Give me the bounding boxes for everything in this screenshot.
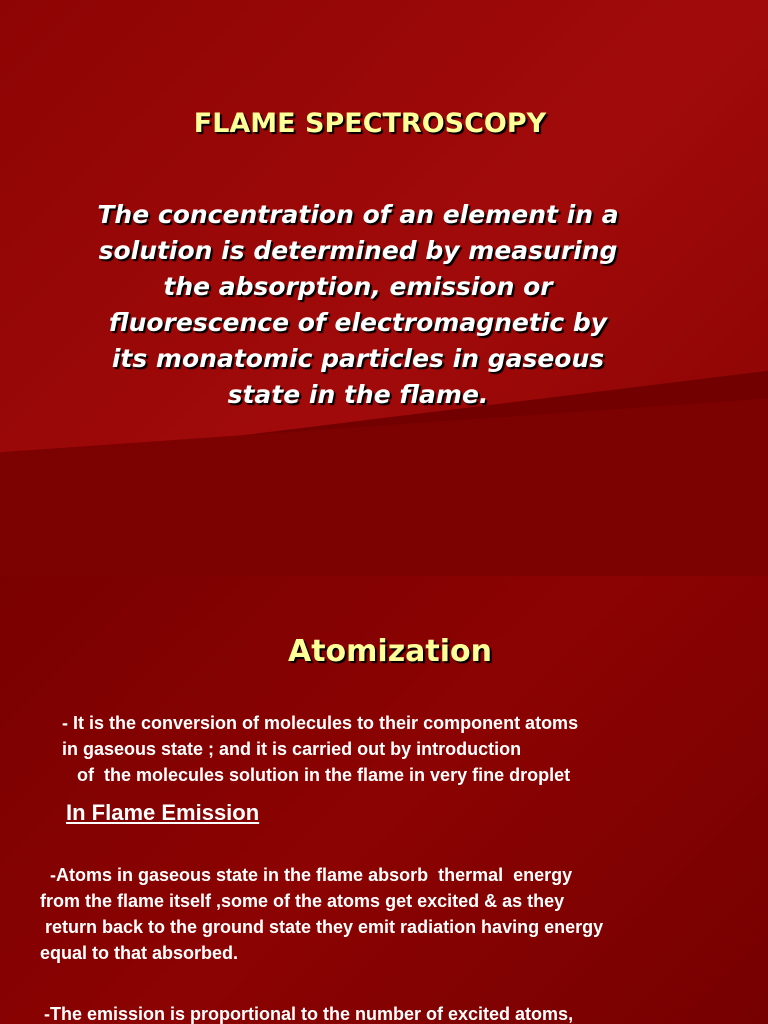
- definition-line: fluorescence of electromagnetic by: [108, 308, 608, 337]
- definition-line: the absorption, emission or: [163, 272, 553, 301]
- text-line: in gaseous state ; and it is carried out by introduction: [62, 739, 522, 759]
- atomization-paragraph: [62, 710, 578, 788]
- text-line: from the flame itself ,some of the atoms get excited & as they: [40, 891, 565, 911]
- emission-proportional-paragraph: [44, 1001, 573, 1024]
- definition-line: solution is determined by measuring: [98, 236, 618, 265]
- slide-title: FLAME SPECTROSCOPY: [193, 108, 547, 139]
- definition-line: The concentration of an element in a: [97, 200, 619, 229]
- definition-text: [40, 197, 676, 413]
- emission-paragraph: [40, 862, 603, 966]
- slide-title: Atomization: [287, 634, 492, 669]
- text-line: -The emission is proportional to the number of excited atoms,: [44, 1004, 574, 1024]
- text-line: -Atoms in gaseous state in the flame absorb thermal energy: [40, 865, 573, 885]
- text-line: of the molecules solution in the flame in very fine droplet: [62, 765, 571, 785]
- definition-line: state in the flame.: [227, 380, 489, 409]
- slide-atomization: [0, 576, 768, 1024]
- definition-line: its monatomic particles in gaseous: [111, 344, 605, 373]
- text-line: - It is the conversion of molecules to their component atoms: [62, 713, 579, 733]
- text-line: equal to that absorbed.: [40, 943, 239, 963]
- subheading-flame-emission: In Flame Emission: [66, 800, 260, 825]
- text-line: return back to the ground state they emit radiation having energy: [40, 917, 604, 937]
